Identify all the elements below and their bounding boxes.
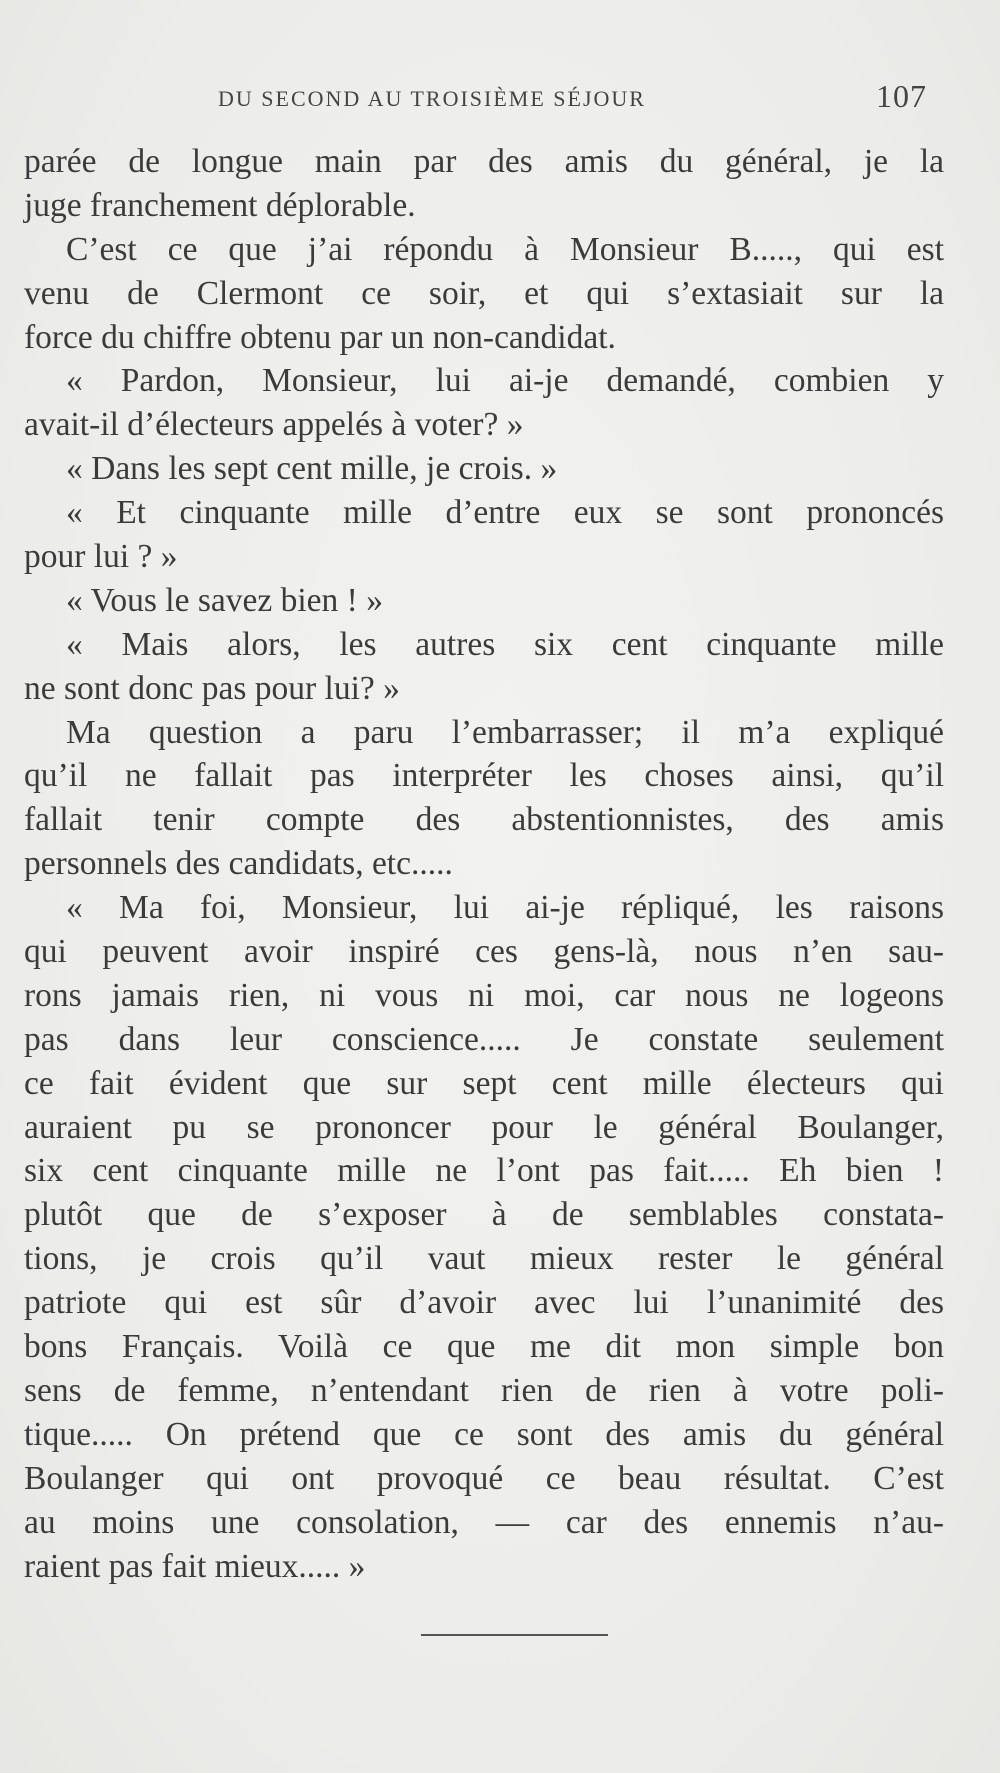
text-line: fallait tenir compte des abstentionnistes, des amis [24, 801, 944, 839]
text-line: ne sont donc pas pour lui? » [24, 669, 400, 707]
text-line: Boulanger qui ont provoqué ce beau résultat. C’est [24, 1459, 944, 1497]
text-line: avait-il d’électeurs appelés à voter? » [24, 406, 524, 444]
text-line: parée de longue main par des amis du général, je la [24, 143, 944, 180]
text-line: ce fait évident que sur sept cent mille électeurs qui [24, 1064, 944, 1102]
text-line: juge franchement déplorable. [24, 186, 416, 224]
text-line: au moins une consolation, — car des ennemis n’au- [24, 1503, 944, 1541]
text-line: « Dans les sept cent mille, je crois. » [66, 450, 558, 488]
body-text [24, 140, 944, 1588]
running-head: DU SECOND AU TROISIÈME SÉJOUR [218, 86, 646, 111]
end-rule [421, 1634, 608, 1636]
text-line: raient pas fait mieux..... » [24, 1547, 366, 1585]
page-number: 107 [876, 78, 927, 114]
text-line: « Ma foi, Monsieur, lui ai-je répliqué, les raisons [66, 889, 944, 927]
text-line: force du chiffre obtenu par un non-candidat. [24, 318, 616, 356]
text-line: rons jamais rien, ni vous ni moi, car nous ne logeons [24, 976, 944, 1014]
text-line: bons Français. Voilà ce que me dit mon simple bon [24, 1328, 944, 1366]
text-line: C’est ce que j’ai répondu à Monsieur B....., qui est [66, 230, 944, 268]
text-line: pour lui ? » [24, 538, 178, 576]
text-line: auraient pu se prononcer pour le général Boulanger, [24, 1108, 944, 1146]
text-line: tique..... On prétend que ce sont des amis du général [24, 1415, 944, 1453]
page-header [0, 78, 1000, 118]
text-line: patriote qui est sûr d’avoir avec lui l’unanimité des [24, 1284, 944, 1322]
text-line: qui peuvent avoir inspiré ces gens-là, nous n’en sau- [24, 933, 944, 971]
text-line: qu’il ne fallait pas interpréter les choses ainsi, qu’il [24, 757, 944, 795]
text-line: « Et cinquante mille d’entre eux se sont prononcés [66, 494, 944, 532]
text-line: « Pardon, Monsieur, lui ai-je demandé, combien y [66, 362, 944, 400]
text-line: venu de Clermont ce soir, et qui s’extasiait sur la [24, 274, 944, 312]
text-line: sens de femme, n’entendant rien de rien à votre poli- [24, 1371, 944, 1409]
text-line: « Mais alors, les autres six cent cinquante mille [66, 625, 944, 663]
text-line: plutôt que de s’exposer à de semblables constata- [24, 1196, 944, 1234]
text-line: « Vous le savez bien ! » [66, 581, 383, 619]
text-line: tions, je crois qu’il vaut mieux rester le général [24, 1240, 944, 1278]
text-line: personnels des candidats, etc..... [24, 845, 453, 883]
text-line: pas dans leur conscience..... Je constate seulement [24, 1020, 944, 1058]
text-line: Ma question a paru l’embarrasser; il m’a expliqué [66, 713, 944, 751]
text-line: six cent cinquante mille ne l’ont pas fait..... Eh bien ! [24, 1152, 944, 1190]
